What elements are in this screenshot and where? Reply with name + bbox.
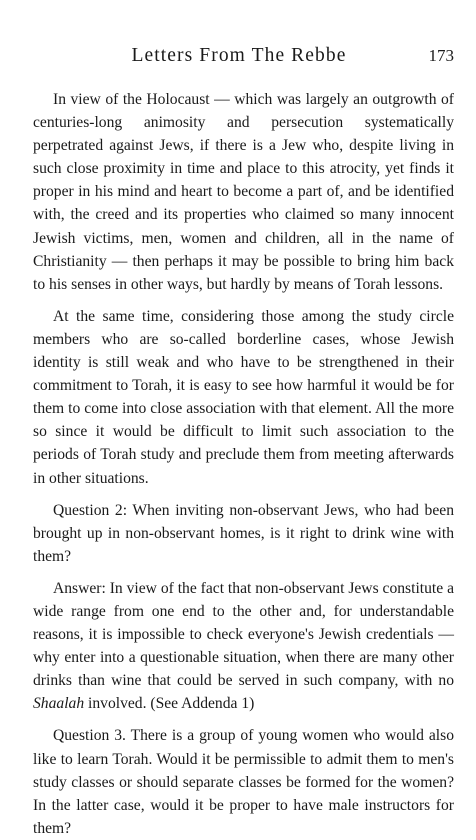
- page-number: 173: [428, 46, 454, 65]
- answer-text-start: Answer: In view of the fact that non-observant Jews constitute a wide range from one end to the other and, for understandable reasons, it is impossible to check everyone's Jewish credentials — why enter into a questionable situation, when there are many other drinks than wine that could be served in such company, with no: [33, 579, 454, 690]
- paragraph-study-circle: At the same time, considering those among the study circle members who are so-called borderline cases, whose Jewish identity is still weak and who have to be strengthened in their commitment to Torah, it is easy to see how harmful it would be for them to come into close association with that element. All the more so since it would be difficult to limit such association to the periods of Torah study and preclude them from meeting afterwards in other situations.: [33, 307, 454, 487]
- paragraph-question-2: Question 2: When inviting non-observant Jews, who had been brought up in non-observant homes, is it right to drink wine with them?: [33, 501, 454, 565]
- body-text: [33, 88, 454, 840]
- running-head: [54, 44, 454, 68]
- shaalah-term: Shaalah: [33, 695, 85, 713]
- paragraph-question-3: Question 3. There is a group of young women who would also like to learn Torah. Would it be permissible to admit them to men's study classes or should separate classes be formed for the women? In the latter case, would it be proper to have male instructors for them?: [33, 727, 454, 837]
- paragraph-holocaust: In view of the Holocaust — which was largely an outgrowth of centuries-long animosity and persecution systematically perpetrated against Jews, if there is a Jew who, despite living in such close proximity in time and place to this atrocity, yet finds it proper in his mind and heart to become a part of, and be identified with, the creed and its properties who claimed so many innocent Jewish victims, men, women and children, all in the name of Christianity — then perhaps it may be possible to bring him back to his senses in other ways, but hardly by means of Torah lessons.: [33, 91, 454, 293]
- running-title: Letters From The Rebbe: [131, 45, 347, 66]
- paragraph-answer: [33, 577, 454, 716]
- answer-text-end: involved. (See Addenda 1): [84, 695, 255, 713]
